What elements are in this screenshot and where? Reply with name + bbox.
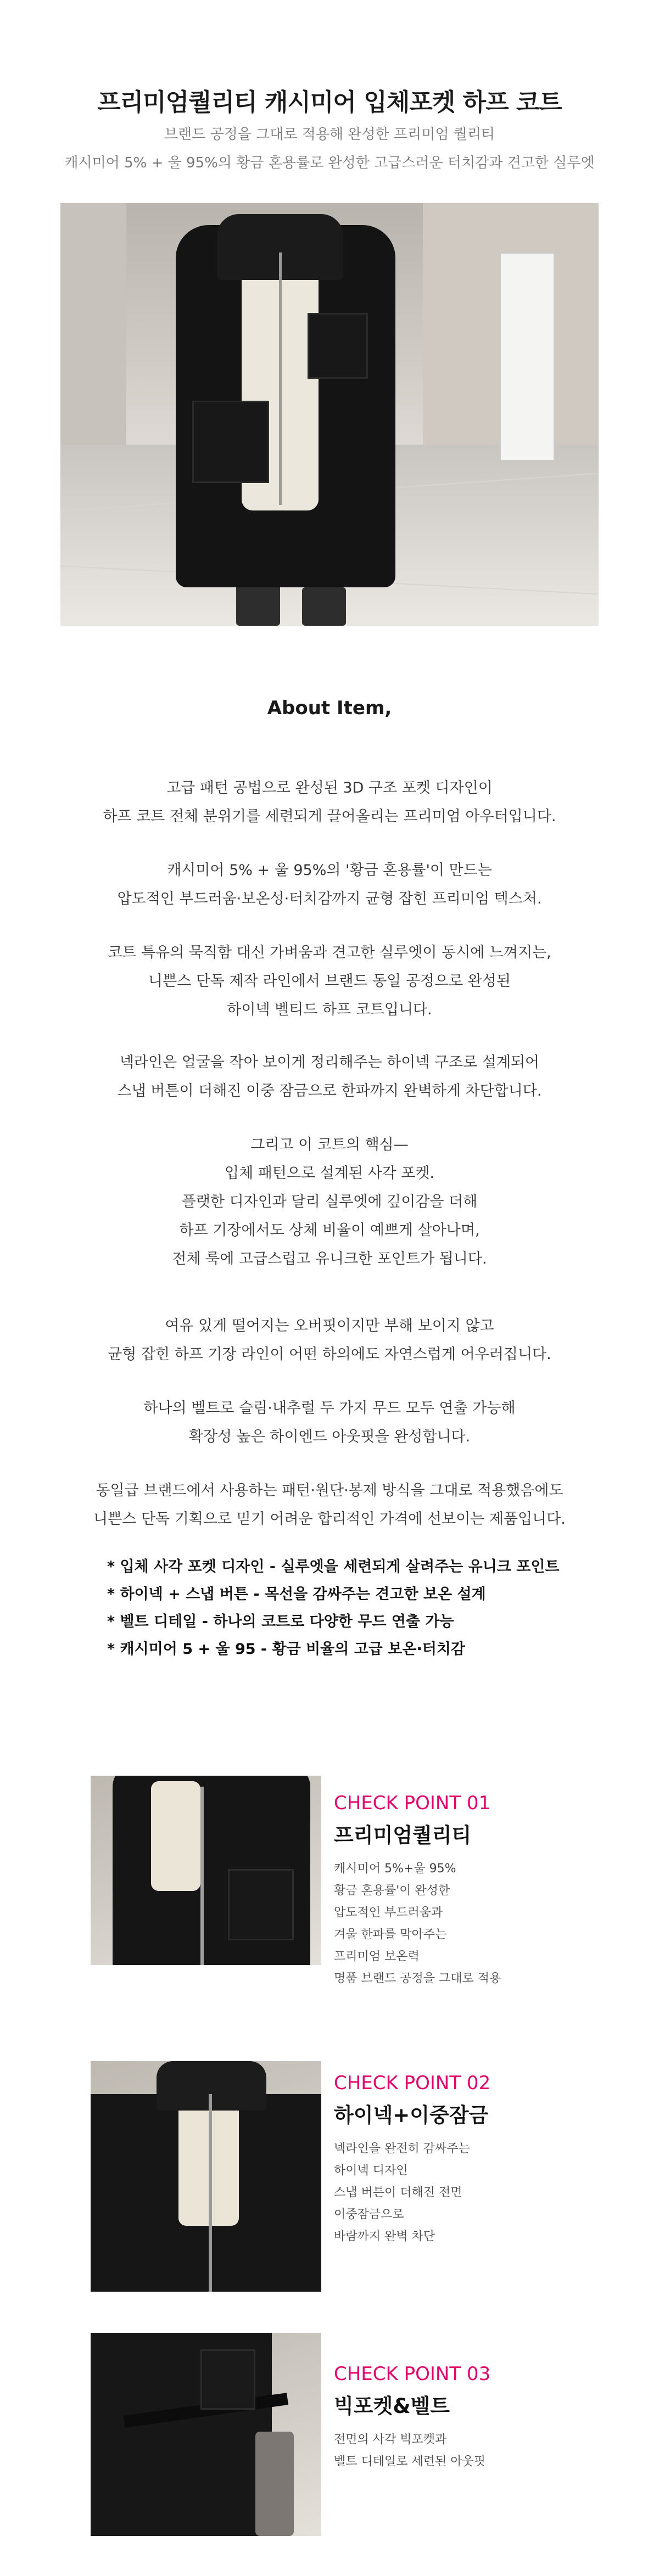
- checkpoint-desc-line: 넥라인을 완전히 감싸주는: [334, 2142, 470, 2156]
- description-line: 전체 룩에 고급스럽고 유니크한 포인트가 됩니다.: [172, 1250, 487, 1267]
- description-line: 넥라인은 얼굴을 작아 보이게 정리해주는 하이넥 구조로 설계되어: [119, 1054, 540, 1071]
- checkpoint-desc-line: 황금 혼용률'이 완성한: [334, 1884, 450, 1898]
- model-boot: [255, 2432, 294, 2536]
- description-line: 그리고 이 코트의 핵심—: [250, 1136, 409, 1153]
- feature-bullet-list: [107, 1553, 601, 1663]
- description-line: 캐시미어 5% + 울 95%의 '황금 혼용률'이 만드는: [167, 862, 492, 879]
- description-line: 고급 패턴 공법으로 완성된 3D 구조 포켓 디자인이: [166, 779, 493, 796]
- checkpoint-desc-line: 하이넥 디자인: [334, 2164, 408, 2177]
- checkpoint-desc-line: 이중잠금으로: [334, 2208, 404, 2221]
- checkpoint-title: 빅포켓&벨트: [334, 2394, 450, 2418]
- checkpoint-desc-line: 겨울 한파를 막아주는: [334, 1928, 447, 1941]
- feature-bullet: * 하이넥 + 스냅 버튼 - 목선을 감싸주는 견고한 보온 설계: [107, 1586, 486, 1603]
- inner-knit: [151, 1781, 200, 1891]
- page-header: [0, 0, 659, 187]
- feature-bullet: * 입체 사각 포켓 디자인 - 실루엣을 세련되게 살려주는 유니크 포인트: [107, 1558, 560, 1575]
- coat-zipper: [200, 1787, 204, 1965]
- description-line: 입체 패턴으로 설계된 사각 포켓.: [225, 1165, 434, 1182]
- description-line: 하이넥 벨티드 하프 코트입니다.: [227, 1001, 432, 1018]
- product-title: 프리미엄퀄리티 캐시미어 입체포켓 하프 코트: [97, 88, 562, 116]
- description-line: 하프 기장에서도 상체 비율이 예쁘게 살아나며,: [179, 1222, 480, 1239]
- description-paragraph: [0, 1394, 659, 1451]
- coat-pocket: [200, 2349, 255, 2410]
- checkpoint-01-text: [334, 1792, 619, 1990]
- description-line: 확장성 높은 하이엔드 아웃핏을 완성합니다.: [188, 1428, 471, 1445]
- description-line: 압도적인 부드러움·보온성·터치감까지 균형 잡힌 프리미엄 텍스처.: [117, 890, 542, 907]
- checkpoint-desc-line: 명품 브랜드 공정을 그대로 적용: [334, 1972, 501, 1985]
- description-paragraph: [0, 1131, 659, 1273]
- checkpoint-03-text: [334, 2363, 619, 2473]
- description-line: 하프 코트 전체 분위기를 세련되게 끌어올리는 프리미엄 아우터입니다.: [103, 808, 556, 825]
- checkpoint-desc-line: 전면의 사각 빅포켓과: [334, 2433, 447, 2446]
- description-line: 균형 잡힌 하프 기장 라인이 어떤 하의에도 자연스럽게 어우러집니다.: [108, 1346, 551, 1363]
- description-paragraph: [0, 1048, 659, 1105]
- description-line: 코트 특유의 묵직함 대신 가벼움과 견고한 실루엣이 동시에 느껴지는,: [108, 944, 551, 961]
- description-line: 스냅 버튼이 더해진 이중 잠금으로 한파까지 완벽하게 차단합니다.: [117, 1082, 542, 1099]
- feature-bullet: * 캐시미어 5 + 울 95 - 황금 비율의 고급 보온·터치감: [107, 1641, 465, 1658]
- checkpoint-02-text: [334, 2072, 619, 2248]
- checkpoint-description: [334, 2429, 619, 2473]
- checkpoint-description: [334, 1858, 619, 1990]
- about-item-heading: About Item,: [267, 697, 392, 719]
- coat-zipper: [209, 2094, 212, 2292]
- description-line: 니쁜스 단독 기획으로 믿기 어려운 합리적인 가격에 선보이는 제품입니다.: [93, 1511, 566, 1528]
- store-sign-stand: [500, 252, 555, 461]
- description-paragraph: [0, 1312, 659, 1369]
- checkpoint-desc-line: 스냅 버튼이 더해진 전면: [334, 2186, 462, 2199]
- coat-zipper: [279, 252, 282, 505]
- description-paragraph: [0, 856, 659, 913]
- checkpoint-title: 프리미엄퀄리티: [334, 1823, 472, 1847]
- description-line: 여유 있게 떨어지는 오버핏이지만 부해 보이지 않고: [165, 1317, 494, 1334]
- checkpoint-02-photo: [91, 2061, 321, 2292]
- product-subtitle-1: 브랜드 공정을 그대로 적용해 완성한 프리미엄 퀄리티: [164, 126, 495, 143]
- description-paragraph: [0, 939, 659, 1024]
- checkpoint-label: CHECK POINT 01: [334, 1792, 491, 1814]
- model-boot: [302, 587, 346, 626]
- checkpoint-desc-line: 압도적인 부드러움과: [334, 1906, 443, 1920]
- checkpoint-label: CHECK POINT 03: [334, 2363, 491, 2385]
- checkpoint-desc-line: 프리미엄 보온력: [334, 1950, 420, 1963]
- model-boot: [236, 582, 280, 626]
- feature-bullet: * 벨트 디테일 - 하나의 코트로 다양한 무드 연출 가능: [107, 1613, 454, 1630]
- coat-chest-pocket: [308, 313, 368, 379]
- description-paragraph: [0, 774, 659, 831]
- coat-chest-pocket: [228, 1869, 294, 1940]
- checkpoint-desc-line: 바람까지 완벽 차단: [334, 2230, 435, 2243]
- coat-hip-pocket: [192, 401, 269, 483]
- checkpoint-desc-line: 벨트 디테일로 세련된 아웃핏: [334, 2455, 486, 2468]
- description-line: 하나의 벨트로 슬림·내추럴 두 가지 무드 모두 연출 가능해: [143, 1400, 516, 1417]
- checkpoint-description: [334, 2138, 619, 2248]
- description-line: 니쁜스 단독 제작 라인에서 브랜드 동일 공정으로 완성된: [148, 973, 511, 990]
- product-subtitle-2: 캐시미어 5% + 울 95%의 황금 혼용률로 완성한 고급스러운 터치감과 견고한 실루엣: [64, 155, 595, 171]
- description-line: 플랫한 디자인과 달리 실루엣에 깊이감을 더해: [181, 1193, 478, 1210]
- checkpoint-03-photo: [91, 2333, 321, 2536]
- hero-product-photo: [60, 203, 599, 626]
- checkpoint-01-photo: [91, 1776, 321, 1965]
- checkpoint-desc-line: 캐시미어 5%+울 95%: [334, 1862, 456, 1876]
- checkpoint-label: CHECK POINT 02: [334, 2072, 491, 2094]
- description-line: 동일급 브랜드에서 사용하는 패턴·원단·봉제 방식을 그대로 적용했음에도: [96, 1482, 563, 1499]
- checkpoint-title: 하이넥+이중잠금: [334, 2103, 489, 2127]
- description-paragraph: [0, 1477, 659, 1534]
